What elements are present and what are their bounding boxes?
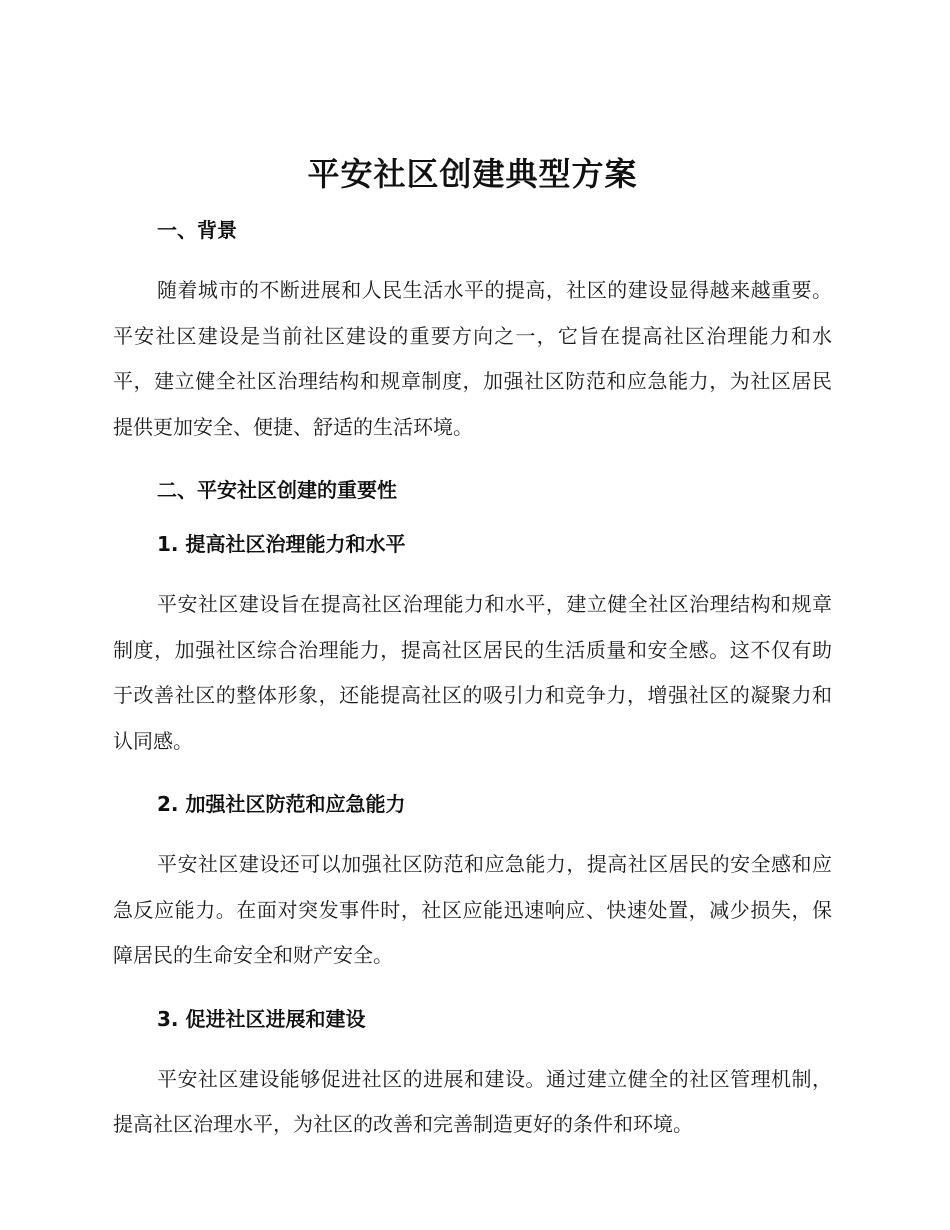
subsection-heading-emergency: 2. 加强社区防范和应急能力 (157, 792, 406, 816)
document-title: 平安社区创建典型方案 (307, 155, 638, 193)
subsection-heading-governance: 1. 提高社区治理能力和水平 (157, 532, 406, 556)
paragraph-development: 平安社区建设能够促进社区的进展和建设。通过建立健全的社区管理机制，提高社区治理水平，为社区的改善和完善制造更好的条件和环境。 (113, 1066, 832, 1136)
section-heading-importance: 二、平安社区创建的重要性 (157, 478, 397, 502)
subsection-heading-development: 3. 促进社区进展和建设 (157, 1006, 366, 1031)
paragraph-emergency: 平安社区建设还可以加强社区防范和应急能力，提高社区居民的安全感和应急反应能力。在面对突发事件时，社区应能迅速响应、快速处置，减少损失，保障居民的生命安全和财产安全。 (113, 852, 832, 967)
paragraph-governance: 平安社区建设旨在提高社区治理能力和水平，建立健全社区治理结构和规章制度，加强社区综合治理能力，提高社区居民的生活质量和安全感。这不仅有助于改善社区的整体形象，还能提高社区的吸引力和竞争力，增强社区的凝聚力和认同感。 (113, 592, 832, 753)
paragraph-background: 随着城市的不断进展和人民生活水平的提高，社区的建设显得越来越重要。平安社区建设是当前社区建设的重要方向之一，它旨在提高社区治理能力和水平，建立健全社区治理结构和规章制度，加强社区防范和应急能力，为社区居民提供更加安全、便捷、舒适的生活环境。 (113, 278, 832, 439)
section-heading-background: 一、背景 (157, 218, 237, 242)
